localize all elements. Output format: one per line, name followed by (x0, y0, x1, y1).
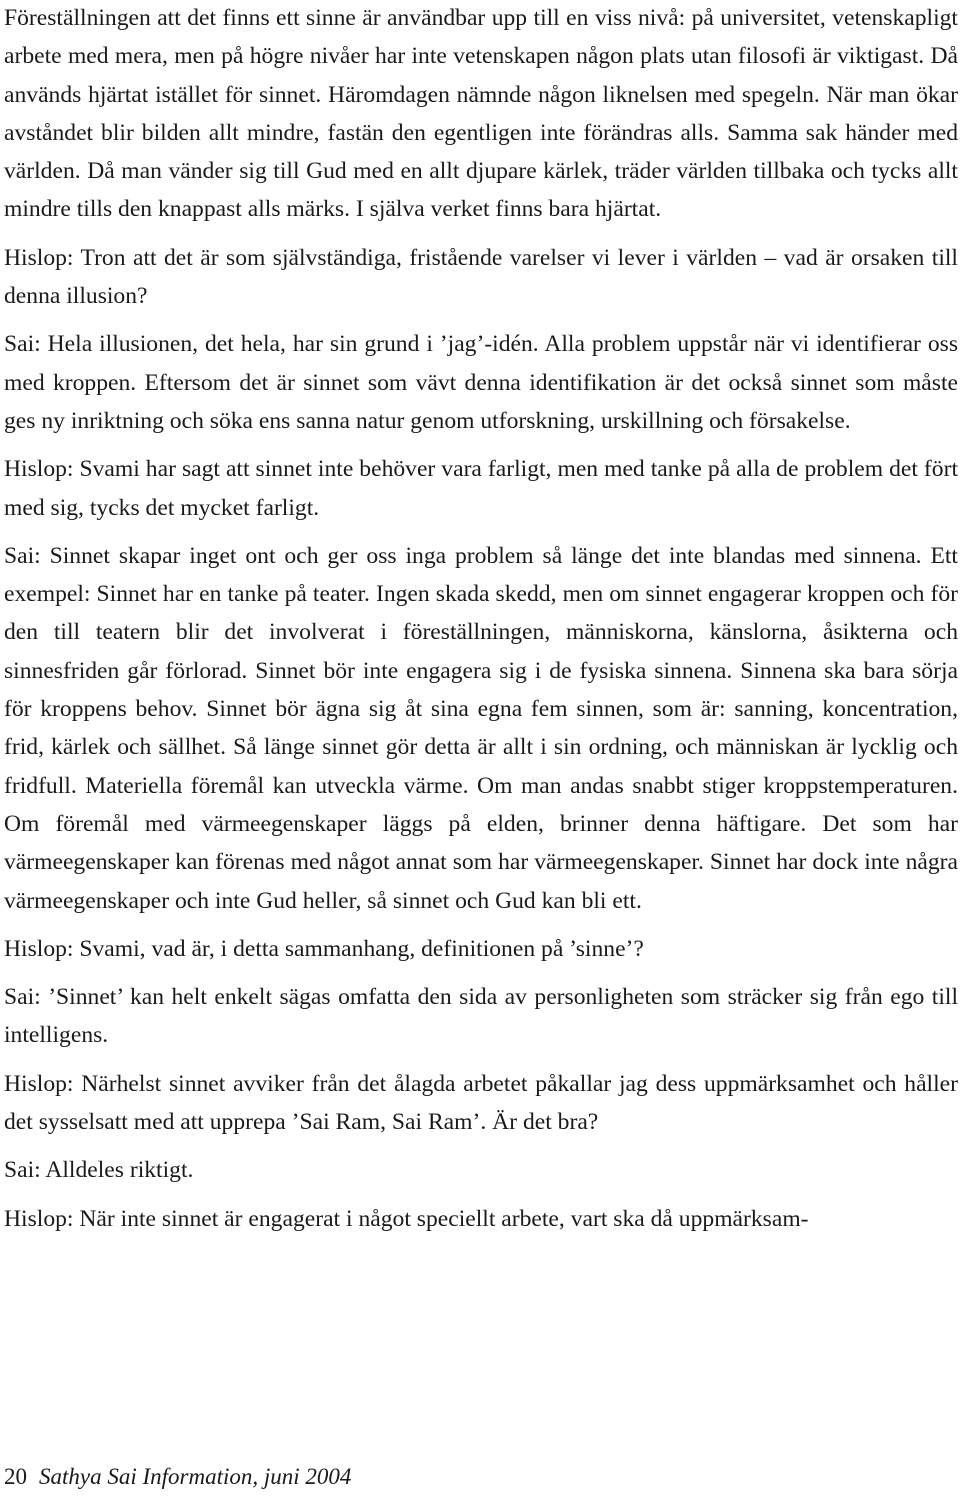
paragraph-hislop-question (4, 1200, 958, 1238)
paragraph-sai-answer (4, 1151, 958, 1189)
paragraph-text: Hela illusionen, det hela, har sin grund i ’jag’-idén. Alla problem uppstår när vi identifierar oss med kroppen. Eftersom det är sinnet som vävt denna identifikation är det också sinnet som måste ges ny inriktning och söka ens sanna natur genom utforskning, urskillning och försakelse. (4, 331, 958, 434)
paragraph-text: Svami har sagt att sinnet inte behöver vara farligt, men med tanke på alla de problem det fört med sig, tycks det mycket farligt. (4, 456, 958, 521)
speaker-label: Hislop: (4, 1070, 74, 1097)
paragraph-sai-answer (4, 325, 958, 440)
paragraph-hislop-question (4, 1065, 958, 1142)
speaker-label: Hislop: (4, 935, 74, 962)
paragraph-hislop-question (4, 930, 958, 968)
speaker-label: Sai: (4, 542, 41, 569)
paragraph-sai-answer (4, 537, 958, 920)
paragraph-text: Svami, vad är, i detta sammanhang, definitionen på ’sinne’? (73, 935, 644, 962)
paragraph-text: Närhelst sinnet avviker från det ålagda arbetet påkallar jag dess uppmärksamhet och håller det sysselsatt med att upprepa ’Sai Ram, Sai Ram’. Är det bra? (4, 1070, 958, 1136)
paragraph-text: Tron att det är som självständiga, fristående varelser vi lever i världen – vad är orsaken till denna illusion? (4, 244, 958, 310)
paragraph-text: Föreställningen att det finns ett sinne är användbar upp till en viss nivå: på universitet, vetenskapligt arbete med mera, men på högre nivåer har inte vetenskapen någon plats utan filosofi är viktigast. Då används hjärtat istället för sinnet. Häromdagen nämnde någon liknelsen med spegeln. När man ökar avståndet blir bilden allt mindre, fastän den egentligen inte förändras alls. Samma sak händer med världen. Då man vänder sig till Gud med en allt djupare kärlek, träder världen tillbaka och tycks allt mindre tills den knappast alls märks. I själva verket finns bara hjärtat. (4, 5, 958, 223)
paragraph-hislop-question (4, 450, 958, 527)
speaker-label: Sai: (4, 331, 41, 358)
speaker-label: Hislop: (4, 456, 74, 483)
paragraph-hislop-question (4, 239, 958, 316)
paragraph-sai-answer (4, 978, 958, 1055)
paragraph-text: Sinnet skapar inget ont och ger oss inga problem så länge det inte blandas med sinnena. Ett exempel: Sinnet har en tanke på teater. Ingen skada skedd, men om sinnet engagerar kroppen och för den till teatern blir det involverat i föreställningen, människorna, känslorna, åsikterna och sinnesfriden går förlorad. Sinnet bör inte engagera sig i de fysiska sinnena. Sinnena ska bara sörja för kroppens behov. Sinnet bör ägna sig åt sina egna fem sinnen, som är: sanning, koncentration, frid, kärlek och sällhet. Så länge sinnet gör detta är allt i sin ordning, och människan är lycklig och fridfull. Materiella föremål kan utveckla värme. Om man andas snabbt stiger kroppstemperaturen. Om föremål med värmeegenskaper läggs på elden, brinner denna häftigare. Det som har värmeegenskaper kan förenas med något annat som har värmeegenskaper. Sinnet har dock inte några värmeegenskaper och inte Gud heller, så sinnet och Gud kan bli ett. (4, 542, 958, 914)
page-number: 20 (4, 1464, 27, 1489)
speaker-label: Sai: (4, 984, 41, 1011)
paragraph-intro (4, 0, 958, 229)
paragraph-text: När inte sinnet är engagerat i något speciellt arbete, vart ska då uppmärksam- (73, 1205, 809, 1232)
document-body (4, 0, 958, 1238)
publication-name: Sathya Sai Information, juni 2004 (39, 1464, 352, 1489)
speaker-label: Sai: (4, 1157, 41, 1184)
paragraph-text: Alldeles riktigt. (40, 1157, 194, 1184)
page-footer (4, 1462, 351, 1492)
paragraph-text: ’Sinnet’ kan helt enkelt sägas omfatta den sida av personligheten som sträcker sig från ego till intelligens. (4, 984, 958, 1049)
speaker-label: Hislop: (4, 1205, 74, 1232)
speaker-label: Hislop: (4, 244, 74, 271)
